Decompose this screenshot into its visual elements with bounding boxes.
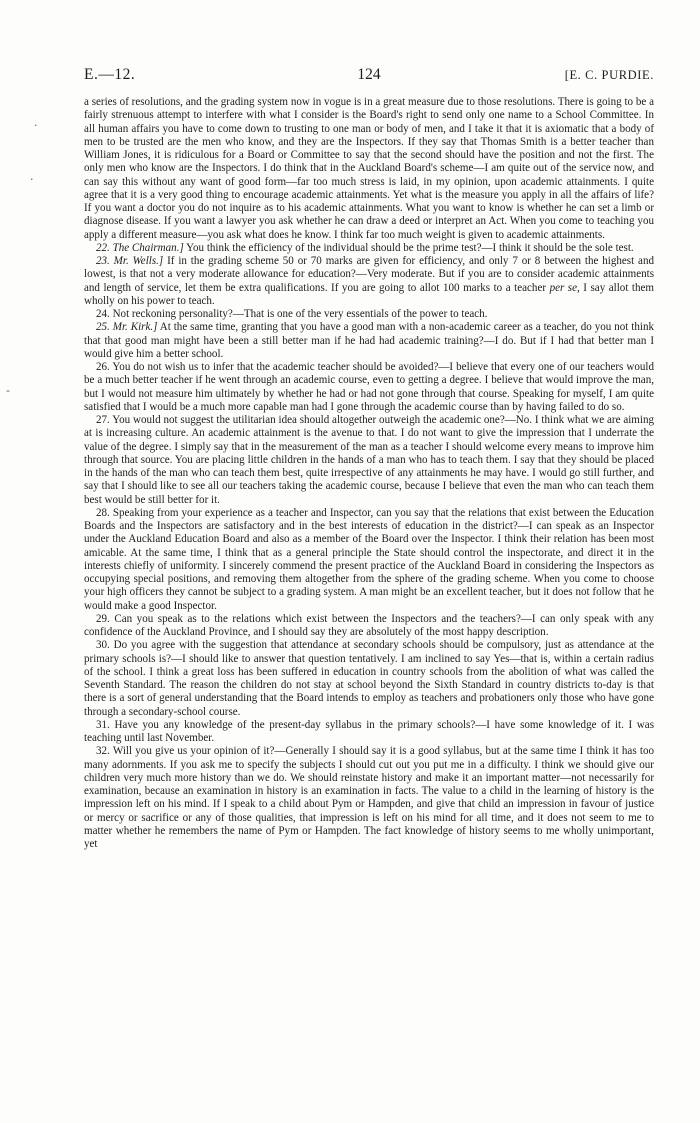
paragraph: 28. Speaking from your experience as a teacher and Inspector, can you say that the relations that exist between the Education Boards and the Inspectors are satisfactory and in the best interests of education in the district?—I can speak as an Inspector under the Auckland Education Board and also as a member of the Board over the Inspector. I think their relation has been most amicable. At the same time, I think that as a general principle the State should control the inspectorate, and direct it in the interests chiefly of uniformity. I sincerely commend the present practice of the Auckland Board in considering the Inspectors as occupying special positions, and removing them altogether from the sphere of the grading scheme. When you come to choose your high officers they cannot be subject to a grading system. A man might be an excellent teacher, but it does not follow that he would make a good Inspector.: [84, 506, 654, 612]
page-number: 124: [357, 66, 381, 83]
paragraph: 30. Do you agree with the suggestion that attendance at secondary schools should be compulsory, just as attendance at the primary schools is?—I should like to answer that question tentatively. I am inclined to say Yes—that is, within a certain radius of the school. I think a great loss has been suffered in education in country schools from the abolition of what was called the Seventh Standard. The reason the children do not stay at school beyond the Sixth Standard in country districts to-day is that there is a sort of general understanding that the Board intends to employ as teachers and probationers only those who have gone through a secondary-school course.: [84, 639, 654, 718]
margin-mark: -: [6, 384, 10, 397]
margin-mark: ·: [30, 173, 34, 186]
paragraph: 27. You would not suggest the utilitarian idea should altogether outweigh the academic one?—No. I think what we are aiming at is increasing culture. An academic attainment is the avenue to that. I do not want to give the impression that I underrate the value of the degree. I simply say that in the measurement of the man as a teacher I should welcome every means to improve him through that source. You are placing little children in the hands of a man who has to teach them. I say that they should be placed in the hands of the man who can teach them best, quite irrespective of any attainments he may have. I would go still further, and say that I should like to see all our teachers taking the academic course, because I believe that even the man who can teach them best would be still better for it.: [84, 414, 654, 506]
header-report-code: E.—12.: [84, 66, 136, 83]
page-header: [84, 66, 654, 84]
speaker-label: 22. The Chairman.]: [96, 241, 184, 254]
header-witness-name: [E. C. PURDIE.: [564, 68, 654, 82]
paragraph: 24. Not reckoning personality?—That is one of the very essentials of the power to teach.: [96, 308, 488, 320]
paragraph: 26. You do not wish us to infer that the academic teacher should be avoided?—I believe that every one of our teachers would be a much better teacher if he went through an academic course, even to getting a degree. I believe that would improve the man, but I would not measure him ultimately by whether he had or had not gone through that course. Speaking for myself, I am quite satisfied that I would be a much more capable man had I gone through the academic course than by having failed to do so.: [84, 361, 654, 413]
paragraph: 29. Can you speak as to the relations which exist between the Inspectors and the teachers?—I can only speak with any confidence of the Auckland Province, and I should say they are absolutely of the most happy description.: [84, 612, 654, 638]
paragraph: 22. The Chairman.] You think the efficiency of the individual should be the prime test?—I think it should be the sole test.: [96, 241, 634, 254]
speaker-label: 23. Mr. Wells.]: [96, 255, 164, 267]
paragraph: 32. Will you give us your opinion of it?—Generally I should say it is a good syllabus, but at the same time I think it has too many adornments. If you ask me to specify the subjects I should cut out you put me in a difficulty. I think we should give our children very much more history than we do. We should reinstate history and make it an important matter—not necessarily for examination, because an examination in history is an examination in facts. The value to a child in the learning of history is the impression left on his mind. If I speak to a child about Pym or Hampden, and give that child an impression in favour of justice or mercy or sacrifice or any of those qualities, that impression is left on his mind for all time, and it does not seem to me to matter whether he remembers the name of Pym or Hampden. The fact knowledge of history seems to me wholly unimportant, yet: [84, 745, 654, 850]
margin-mark: ·: [34, 119, 38, 132]
paragraph: a series of resolutions, and the grading system now in vogue is in a great measure due to those resolutions. There is going to be a fairly strenuous attempt to interfere with what I consider is the Board's right to send only one name to a School Committee. In all human affairs you have to come down to trusting to one man or body of men, and I take it that it is axiomatic that a body of men to be trusted are the men who know, and they are the Inspectors. If they say that Thomas Smith is a better teacher than William Jones, it is ridiculous for a Board or Committee to say that the second should have the position and not the first. The only men who know are the Inspectors. I do think that in the Auckland Board's scheme—I am quite out of the service now, and can say this without any want of good form—far too much stress is laid, in my opinion, upon academic attainments. I quite agree that it is a very good thing to encourage academic attainments. Yet what is the measure you apply in all the affairs of life? If you want a doctor you do not inquire as to his academic attainments. What you want to know is whether he can set a limb or diagnose disease. If you want a lawyer you ask whether he can draw a deed or interpret an Act. When you come to teaching you apply a different measure—you ask what does he know. I think far too much weight is given to academic attainments.: [84, 96, 654, 241]
paragraph: 23. Mr. Wells.] If in the grading scheme 50 or 70 marks are given for efficiency, and only 7 or 8 between the highest and lowest, is that not a very moderate allowance for education?—Very moderate. But if you are to consider academic attainments and length of service, let them be extra qualifications. If you are going to allot 100 marks to a teacher per se, I say allot them wholly on his power to teach.: [84, 255, 655, 307]
paragraph: 31. Have you any knowledge of the present-day syllabus in the primary schools?—I have some knowledge of it. I was teaching until last November.: [84, 718, 654, 744]
paragraph: 25. Mr. Kirk.] At the same time, granting that you have a good man with a non-academic career as a teacher, do you not think that that good man might have been a still better man if he had had academic training?—I do. But if I had that better man I would give him a better school.: [84, 321, 654, 360]
speaker-label: 25. Mr. Kirk.]: [96, 321, 158, 334]
document-body: [84, 96, 654, 851]
